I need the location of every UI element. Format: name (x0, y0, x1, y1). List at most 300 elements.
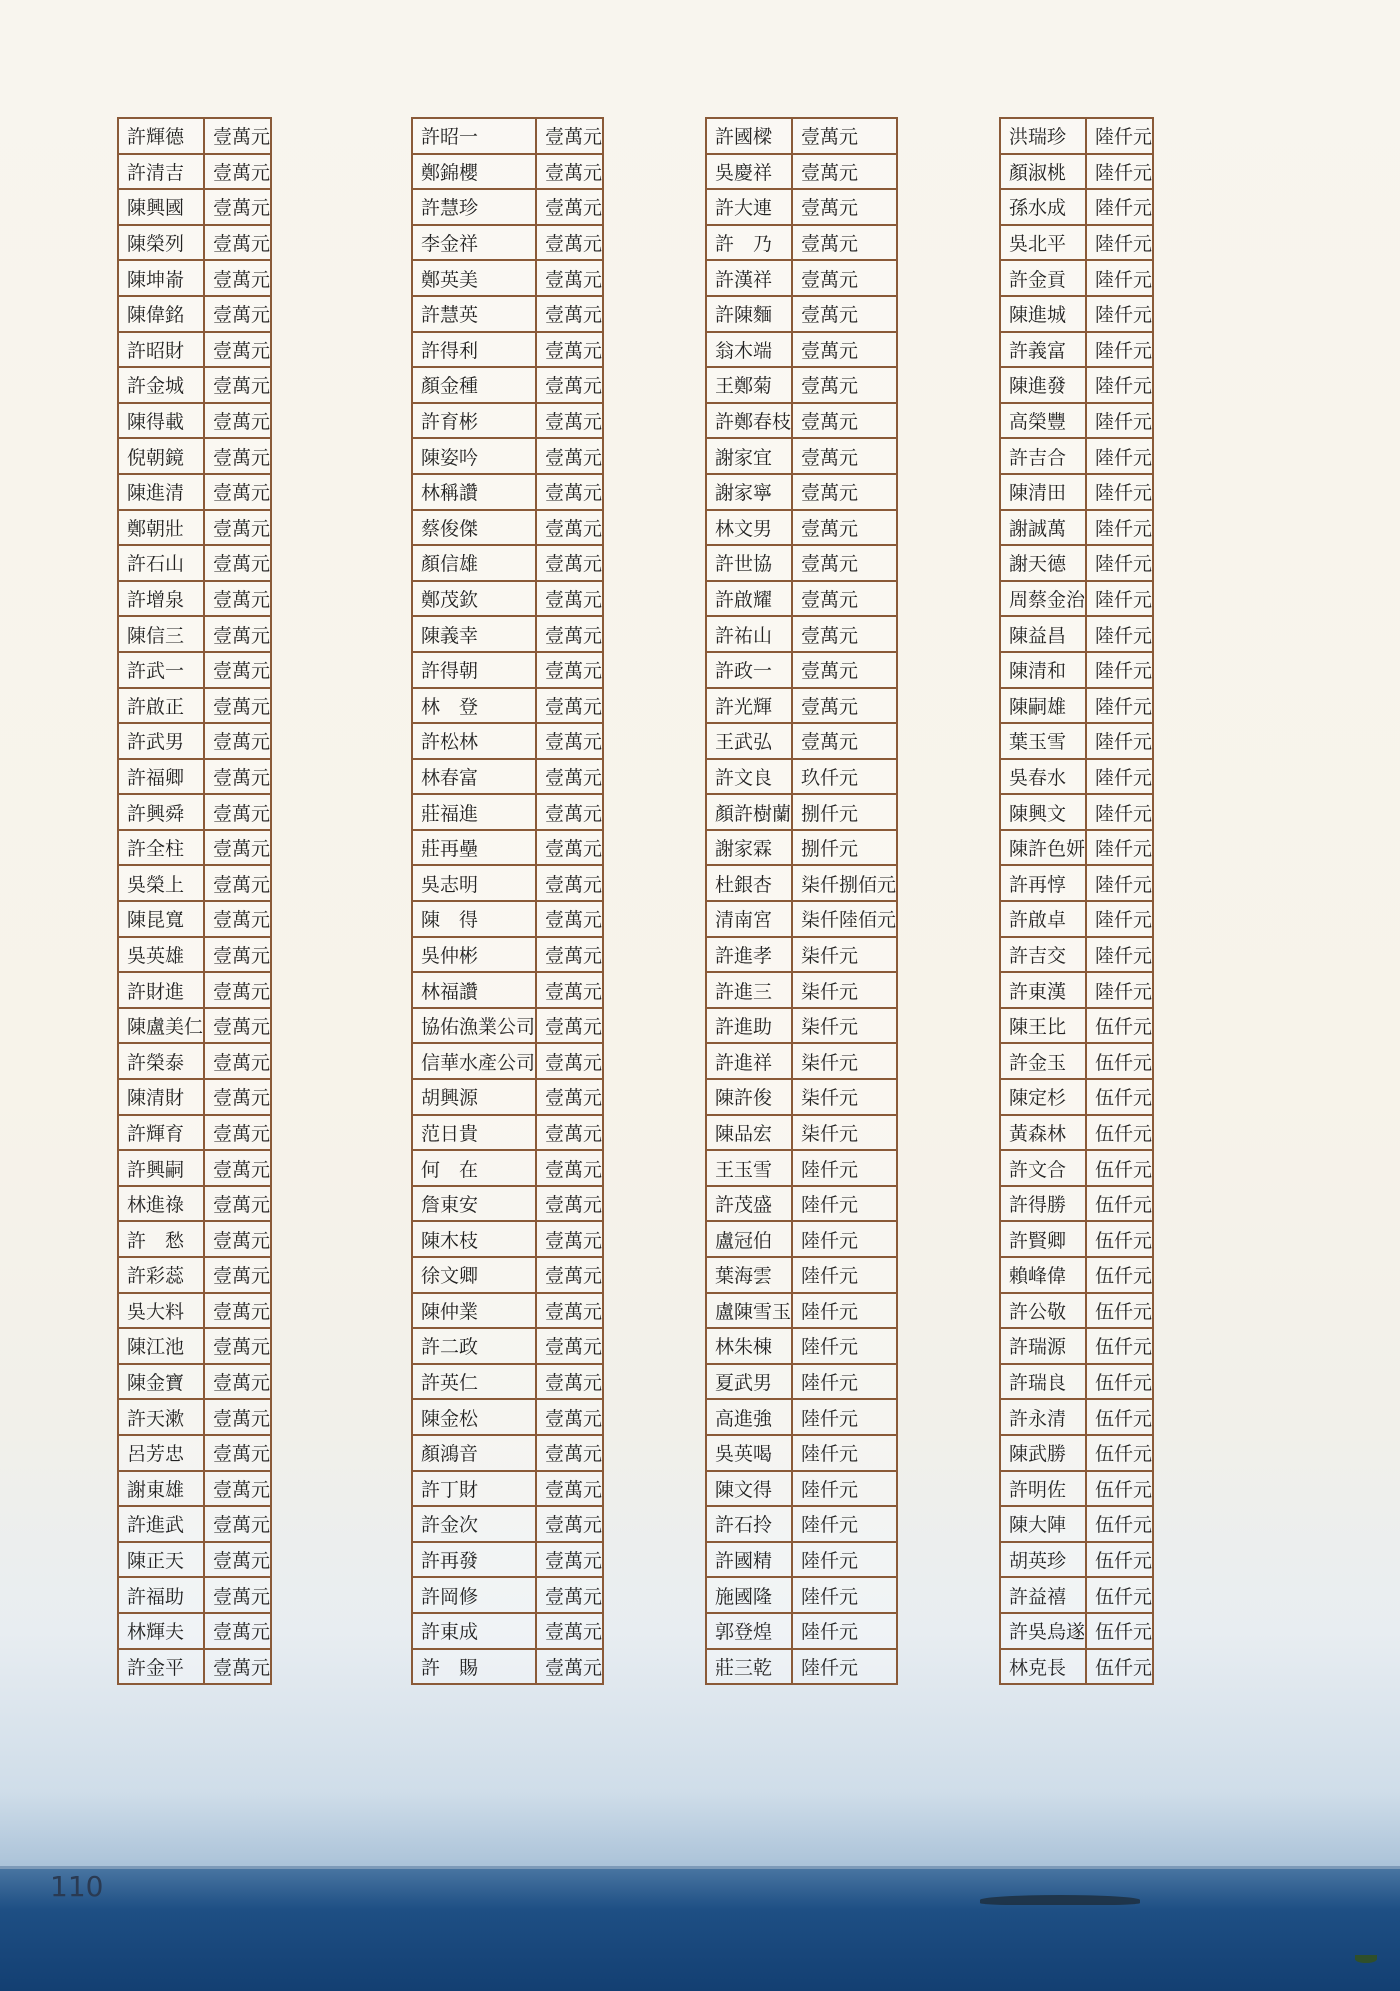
table-row (706, 1293, 897, 1329)
table-row (1000, 1221, 1153, 1257)
donation-amount: 壹萬元 (536, 189, 603, 225)
donor-name: 胡興源 (412, 1079, 536, 1115)
donation-amount: 伍仟元 (1086, 1649, 1153, 1685)
donation-amount: 壹萬元 (536, 474, 603, 510)
donation-amount: 陸仟元 (792, 1328, 897, 1364)
donation-amount: 壹萬元 (792, 688, 897, 724)
donor-name: 陳品宏 (706, 1115, 792, 1151)
table-row (412, 474, 603, 510)
donation-amount: 壹萬元 (204, 830, 271, 866)
donor-name: 許進武 (118, 1506, 204, 1542)
donor-name: 吳英喝 (706, 1435, 792, 1471)
donor-name: 謝東雄 (118, 1471, 204, 1507)
donation-amount: 壹萬元 (792, 438, 897, 474)
donation-amount: 壹萬元 (792, 510, 897, 546)
donor-name: 許彩蕊 (118, 1257, 204, 1293)
table-row (118, 1115, 271, 1151)
donor-name: 許二政 (412, 1328, 536, 1364)
donation-amount: 伍仟元 (1086, 1613, 1153, 1649)
donation-amount: 陸仟元 (1086, 581, 1153, 617)
table-row (1000, 759, 1153, 795)
donor-name: 許益禧 (1000, 1577, 1086, 1613)
donation-amount: 陸仟元 (1086, 474, 1153, 510)
donation-amount: 壹萬元 (536, 154, 603, 190)
donor-name: 許政一 (706, 652, 792, 688)
donor-table-3 (705, 117, 898, 1685)
donation-amount: 壹萬元 (536, 1293, 603, 1329)
donation-amount: 壹萬元 (536, 937, 603, 973)
table-row (1000, 438, 1153, 474)
table-row (412, 225, 603, 261)
donation-amount: 陸仟元 (792, 1506, 897, 1542)
table-row (118, 1150, 271, 1186)
table-row (412, 1328, 603, 1364)
table-row (1000, 937, 1153, 973)
donation-amount: 陸仟元 (1086, 830, 1153, 866)
donor-name: 陳仲業 (412, 1293, 536, 1329)
donation-amount: 陸仟元 (792, 1364, 897, 1400)
donation-amount: 壹萬元 (204, 403, 271, 439)
table-row (1000, 688, 1153, 724)
table-row (118, 1399, 271, 1435)
donor-name: 許金次 (412, 1506, 536, 1542)
donation-amount: 柒仟元 (792, 1043, 897, 1079)
donation-amount: 壹萬元 (792, 545, 897, 581)
donation-amount: 伍仟元 (1086, 1577, 1153, 1613)
donor-name: 陳金松 (412, 1399, 536, 1435)
table-row (1000, 1577, 1153, 1613)
table-row (706, 1613, 897, 1649)
donation-amount: 伍仟元 (1086, 1399, 1153, 1435)
donation-amount: 壹萬元 (204, 510, 271, 546)
table-row (706, 759, 897, 795)
donor-name: 許昭一 (412, 118, 536, 154)
donor-name: 翁木端 (706, 332, 792, 368)
table-row (118, 1471, 271, 1507)
table-row (412, 688, 603, 724)
table-row (118, 118, 271, 154)
donor-name: 許輝育 (118, 1115, 204, 1151)
table-row (412, 1435, 603, 1471)
donation-amount: 壹萬元 (536, 332, 603, 368)
donation-amount: 壹萬元 (204, 1115, 271, 1151)
donor-name: 許啟正 (118, 688, 204, 724)
table-row (412, 1399, 603, 1435)
table-row (1000, 830, 1153, 866)
donation-amount: 陸仟元 (1086, 260, 1153, 296)
donation-amount: 陸仟元 (1086, 865, 1153, 901)
table-row (412, 723, 603, 759)
donor-table-1 (117, 117, 272, 1685)
donor-name: 許永清 (1000, 1399, 1086, 1435)
donor-name: 謝天德 (1000, 545, 1086, 581)
donation-amount: 壹萬元 (204, 1186, 271, 1222)
donation-amount: 壹萬元 (204, 367, 271, 403)
table-row (118, 1293, 271, 1329)
page-number: 110 (50, 1870, 104, 1903)
donor-name: 吳北平 (1000, 225, 1086, 261)
donor-name: 林春富 (412, 759, 536, 795)
donor-name: 吳英雄 (118, 937, 204, 973)
donation-amount: 壹萬元 (204, 1150, 271, 1186)
table-row (1000, 1150, 1153, 1186)
donation-amount: 伍仟元 (1086, 1293, 1153, 1329)
table-row (706, 1328, 897, 1364)
donation-amount: 陸仟元 (1086, 510, 1153, 546)
donor-name: 吳志明 (412, 865, 536, 901)
donor-name: 吳春水 (1000, 759, 1086, 795)
donor-name: 陳進發 (1000, 367, 1086, 403)
table-row (118, 510, 271, 546)
donation-amount: 壹萬元 (536, 545, 603, 581)
donor-name: 林 登 (412, 688, 536, 724)
table-row (118, 1079, 271, 1115)
donor-name: 何 在 (412, 1150, 536, 1186)
donor-name: 謝家霖 (706, 830, 792, 866)
table-row (118, 296, 271, 332)
donation-amount: 柒仟元 (792, 937, 897, 973)
table-row (1000, 545, 1153, 581)
table-row (118, 1542, 271, 1578)
table-row (706, 1221, 897, 1257)
donation-amount: 壹萬元 (536, 652, 603, 688)
table-row (118, 1008, 271, 1044)
donor-name: 陳信三 (118, 616, 204, 652)
donation-amount: 柒仟陸佰元 (792, 901, 897, 937)
donor-name: 王武弘 (706, 723, 792, 759)
donation-amount: 伍仟元 (1086, 1471, 1153, 1507)
donation-amount: 壹萬元 (536, 260, 603, 296)
donation-amount: 壹萬元 (204, 332, 271, 368)
table-row (412, 545, 603, 581)
table-row (706, 1079, 897, 1115)
table-row (118, 1186, 271, 1222)
donor-name: 許進祥 (706, 1043, 792, 1079)
table-row (706, 1649, 897, 1685)
donation-amount: 陸仟元 (792, 1649, 897, 1685)
donation-amount: 壹萬元 (536, 1435, 603, 1471)
donor-name: 許光輝 (706, 688, 792, 724)
table-row (118, 225, 271, 261)
donor-name: 葉玉雪 (1000, 723, 1086, 759)
donation-amount: 壹萬元 (536, 901, 603, 937)
donor-name: 林克長 (1000, 1649, 1086, 1685)
donation-amount: 壹萬元 (204, 794, 271, 830)
donor-name: 王玉雪 (706, 1150, 792, 1186)
donation-amount: 壹萬元 (536, 581, 603, 617)
table-row (412, 1577, 603, 1613)
table-row (118, 438, 271, 474)
table-row (706, 652, 897, 688)
donor-name: 許文良 (706, 759, 792, 795)
table-row (118, 545, 271, 581)
donation-amount: 壹萬元 (204, 1079, 271, 1115)
donor-name: 周蔡金治 (1000, 581, 1086, 617)
table-row (1000, 1364, 1153, 1400)
donor-name: 許世協 (706, 545, 792, 581)
table-row (118, 830, 271, 866)
donation-amount: 壹萬元 (536, 865, 603, 901)
donation-amount: 壹萬元 (204, 1364, 271, 1400)
donation-amount: 壹萬元 (792, 189, 897, 225)
donation-amount: 柒仟元 (792, 1115, 897, 1151)
donor-name: 許輝德 (118, 118, 204, 154)
donation-amount: 壹萬元 (204, 474, 271, 510)
donor-name: 許天漱 (118, 1399, 204, 1435)
donor-name: 顏金種 (412, 367, 536, 403)
table-row (1000, 154, 1153, 190)
table-row (706, 688, 897, 724)
table-row (412, 581, 603, 617)
donor-name: 許吳烏遂 (1000, 1613, 1086, 1649)
donation-amount: 壹萬元 (204, 652, 271, 688)
donor-name: 許陳麵 (706, 296, 792, 332)
donor-name: 鄭茂欽 (412, 581, 536, 617)
donor-name: 許漢祥 (706, 260, 792, 296)
donation-amount: 陸仟元 (1086, 901, 1153, 937)
donation-amount: 壹萬元 (536, 403, 603, 439)
donor-name: 許進孝 (706, 937, 792, 973)
donor-name: 許吉交 (1000, 937, 1086, 973)
donation-amount: 伍仟元 (1086, 1435, 1153, 1471)
table-row (412, 1649, 603, 1685)
donor-name: 許 乃 (706, 225, 792, 261)
donor-name: 許明佐 (1000, 1471, 1086, 1507)
donor-name: 陳 得 (412, 901, 536, 937)
donation-amount: 陸仟元 (792, 1293, 897, 1329)
donation-amount: 壹萬元 (536, 510, 603, 546)
donation-amount: 陸仟元 (1086, 296, 1153, 332)
table-row (1000, 1008, 1153, 1044)
table-row (706, 794, 897, 830)
donor-name: 協佑漁業公司 (412, 1008, 536, 1044)
donation-amount: 壹萬元 (204, 438, 271, 474)
donation-amount: 陸仟元 (1086, 189, 1153, 225)
donor-name: 許福助 (118, 1577, 204, 1613)
table-row (706, 972, 897, 1008)
donation-amount: 壹萬元 (536, 1649, 603, 1685)
donation-amount: 陸仟元 (792, 1150, 897, 1186)
donor-name: 陳許色妍 (1000, 830, 1086, 866)
donor-name: 陳益昌 (1000, 616, 1086, 652)
donation-amount: 壹萬元 (536, 1471, 603, 1507)
donor-name: 李金祥 (412, 225, 536, 261)
donation-amount: 壹萬元 (536, 688, 603, 724)
table-row (1000, 616, 1153, 652)
donor-name: 許進三 (706, 972, 792, 1008)
donor-name: 顏淑桃 (1000, 154, 1086, 190)
donation-amount: 伍仟元 (1086, 1043, 1153, 1079)
donation-amount: 壹萬元 (536, 1542, 603, 1578)
donation-amount: 壹萬元 (536, 1506, 603, 1542)
table-row (118, 1649, 271, 1685)
donation-amount: 壹萬元 (204, 1435, 271, 1471)
donor-name: 賴峰偉 (1000, 1257, 1086, 1293)
donor-name: 鄭錦櫻 (412, 154, 536, 190)
donor-name: 許國樑 (706, 118, 792, 154)
donation-amount: 壹萬元 (204, 545, 271, 581)
donor-name: 許金玉 (1000, 1043, 1086, 1079)
donor-name: 許育彬 (412, 403, 536, 439)
donor-name: 陳武勝 (1000, 1435, 1086, 1471)
table-row (412, 794, 603, 830)
donor-name: 陳大陣 (1000, 1506, 1086, 1542)
table-row (118, 1364, 271, 1400)
donor-name: 陳清田 (1000, 474, 1086, 510)
table-row (706, 830, 897, 866)
donor-name: 林輝夫 (118, 1613, 204, 1649)
donor-name: 陳興文 (1000, 794, 1086, 830)
donation-amount: 壹萬元 (536, 1008, 603, 1044)
donation-amount: 壹萬元 (204, 1328, 271, 1364)
donor-name: 盧陳雪玉 (706, 1293, 792, 1329)
table-row (706, 1435, 897, 1471)
table-row (412, 118, 603, 154)
table-row (706, 1186, 897, 1222)
donor-name: 許 賜 (412, 1649, 536, 1685)
donation-amount: 壹萬元 (536, 1328, 603, 1364)
donation-amount: 陸仟元 (792, 1471, 897, 1507)
table-row (706, 937, 897, 973)
donation-amount: 柒仟捌佰元 (792, 865, 897, 901)
donor-name: 謝誠萬 (1000, 510, 1086, 546)
donation-amount: 壹萬元 (204, 1293, 271, 1329)
table-row (706, 510, 897, 546)
donation-amount: 壹萬元 (204, 1542, 271, 1578)
table-row (1000, 260, 1153, 296)
table-row (706, 1150, 897, 1186)
donor-name: 陳嗣雄 (1000, 688, 1086, 724)
donor-name: 許國精 (706, 1542, 792, 1578)
table-row (118, 759, 271, 795)
donation-amount: 伍仟元 (1086, 1150, 1153, 1186)
donation-amount: 陸仟元 (1086, 154, 1153, 190)
donation-amount: 壹萬元 (792, 154, 897, 190)
donation-amount: 壹萬元 (536, 225, 603, 261)
donation-amount: 陸仟元 (792, 1577, 897, 1613)
table-row (412, 901, 603, 937)
table-row (1000, 510, 1153, 546)
donor-name: 謝家寧 (706, 474, 792, 510)
donor-name: 許再發 (412, 1542, 536, 1578)
donor-name: 洪瑞珍 (1000, 118, 1086, 154)
table-row (412, 403, 603, 439)
donation-amount: 壹萬元 (204, 937, 271, 973)
donor-name: 許得朝 (412, 652, 536, 688)
table-row (1000, 1399, 1153, 1435)
donor-name: 陳榮列 (118, 225, 204, 261)
donor-name: 顏鴻音 (412, 1435, 536, 1471)
table-row (412, 616, 603, 652)
donation-amount: 壹萬元 (536, 830, 603, 866)
donation-amount: 壹萬元 (204, 1399, 271, 1435)
donation-amount: 壹萬元 (204, 1471, 271, 1507)
donation-amount: 陸仟元 (792, 1186, 897, 1222)
table-row (1000, 1328, 1153, 1364)
table-row (1000, 652, 1153, 688)
donor-name: 陳許俊 (706, 1079, 792, 1115)
donation-amount: 壹萬元 (536, 296, 603, 332)
donor-name: 許文合 (1000, 1150, 1086, 1186)
donation-amount: 陸仟元 (1086, 118, 1153, 154)
table-row (118, 723, 271, 759)
donation-amount: 壹萬元 (204, 723, 271, 759)
donor-table-4 (999, 117, 1154, 1685)
table-row (118, 1613, 271, 1649)
donation-amount: 捌仟元 (792, 830, 897, 866)
donor-name: 許石山 (118, 545, 204, 581)
donation-amount: 壹萬元 (536, 438, 603, 474)
donor-name: 陳得載 (118, 403, 204, 439)
donor-name: 許大連 (706, 189, 792, 225)
donor-name: 陳昆寬 (118, 901, 204, 937)
donor-name: 陳盧美仁 (118, 1008, 204, 1044)
table-row (1000, 296, 1153, 332)
donation-amount: 壹萬元 (536, 1257, 603, 1293)
table-row (1000, 189, 1153, 225)
donation-amount: 壹萬元 (204, 1257, 271, 1293)
donor-name: 陳金寶 (118, 1364, 204, 1400)
donation-amount: 伍仟元 (1086, 1506, 1153, 1542)
donor-name: 許岡修 (412, 1577, 536, 1613)
table-row (1000, 1186, 1153, 1222)
donor-name: 許石拎 (706, 1506, 792, 1542)
table-row (706, 474, 897, 510)
donor-name: 許啟耀 (706, 581, 792, 617)
donation-amount: 柒仟元 (792, 1008, 897, 1044)
table-row (412, 1506, 603, 1542)
table-row (1000, 1435, 1153, 1471)
donation-amount: 壹萬元 (204, 1008, 271, 1044)
table-row (706, 1043, 897, 1079)
table-row (118, 474, 271, 510)
donation-amount: 壹萬元 (536, 1079, 603, 1115)
donation-amount: 陸仟元 (1086, 438, 1153, 474)
donor-name: 許慧珍 (412, 189, 536, 225)
horizon-line (0, 1866, 1400, 1869)
donation-amount: 壹萬元 (204, 759, 271, 795)
table-row (412, 1257, 603, 1293)
donation-amount: 壹萬元 (792, 581, 897, 617)
donor-name: 許鄭春枝 (706, 403, 792, 439)
donation-amount: 壹萬元 (536, 1577, 603, 1613)
table-row (1000, 1257, 1153, 1293)
donation-amount: 壹萬元 (204, 581, 271, 617)
table-row (118, 1328, 271, 1364)
table-row (412, 1186, 603, 1222)
table-row (706, 225, 897, 261)
donation-amount: 壹萬元 (536, 1613, 603, 1649)
donor-name: 陳正天 (118, 1542, 204, 1578)
donor-name: 林文男 (706, 510, 792, 546)
donor-name: 許公敬 (1000, 1293, 1086, 1329)
donor-name: 許 愁 (118, 1221, 204, 1257)
donor-name: 許金城 (118, 367, 204, 403)
table-row (412, 510, 603, 546)
donor-name: 鄭英美 (412, 260, 536, 296)
donor-name: 陳姿吟 (412, 438, 536, 474)
table-row (706, 296, 897, 332)
table-row (118, 1435, 271, 1471)
donor-name: 呂芳忠 (118, 1435, 204, 1471)
donation-amount: 伍仟元 (1086, 1079, 1153, 1115)
donor-name: 王鄭菊 (706, 367, 792, 403)
donation-amount: 陸仟元 (1086, 723, 1153, 759)
donor-name: 吳榮上 (118, 865, 204, 901)
donation-amount: 陸仟元 (1086, 403, 1153, 439)
donation-amount: 壹萬元 (792, 118, 897, 154)
table-row (118, 581, 271, 617)
